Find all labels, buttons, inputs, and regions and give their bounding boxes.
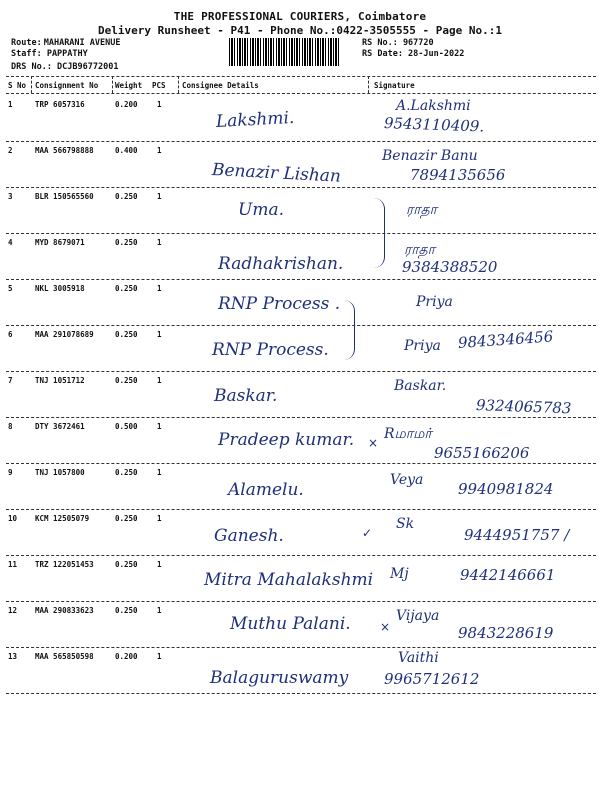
cross-mark: × [368,436,379,450]
route-info [11,38,120,48]
consignee-handwriting: Benazir Lishan [211,160,342,187]
column-divider [112,76,113,93]
row-weight: 0.500 [115,422,138,431]
company-title: THE PROFESSIONAL COURIERS, Coimbatore [173,10,427,23]
row-consignment: TNJ 1051712 [35,376,85,385]
table-row [6,556,596,602]
row-sno: 3 [8,192,13,201]
rs-date: RS Date: 28-Jun-2022 [362,49,465,59]
row-sno: 4 [8,238,13,247]
runsheet-title: Delivery Runsheet - P41 - Phone No.:0422-3505555 - Page No.:1 [98,24,502,37]
table-row [6,372,596,418]
row-pcs: 1 [157,100,162,109]
row-pcs: 1 [157,606,162,615]
table-row [6,464,596,510]
row-weight: 0.250 [115,192,138,201]
row-weight: 0.250 [115,330,138,339]
table-row [6,188,596,234]
row-consignment: NKL 3005918 [35,284,85,293]
row-consignment: MAA 565850598 [35,652,94,661]
phone-handwriting: 9965712612 [384,670,480,688]
signature-handwriting: ராதா [404,242,435,258]
row-weight: 0.200 [115,100,138,109]
row-consignment: KCM 12505079 [35,514,90,523]
signature-handwriting: Baskar. [394,378,447,394]
table-row [6,510,596,556]
row-pcs: 1 [157,376,162,385]
cross-mark: × [380,620,391,634]
route-label: Route: [11,38,42,48]
signature-handwriting: A.Lakshmi [396,98,471,114]
row-weight: 0.250 [115,560,138,569]
row-pcs: 1 [157,652,162,661]
header-consignment: Consignment No [35,81,99,90]
consignee-handwriting: Baskar. [214,386,278,406]
row-sno: 5 [8,284,13,293]
consignee-handwriting: Pradeep kumar. [218,430,355,450]
phone-handwriting: 9384388520 [402,258,498,276]
table-row [6,602,596,648]
row-sno: 8 [8,422,13,431]
table-header-rule [6,93,596,94]
row-weight: 0.250 [115,468,138,477]
rs-number: RS No.: 967720 [362,38,434,48]
table-row [6,142,596,188]
row-consignment: MAA 566798888 [35,146,94,155]
row-pcs: 1 [157,192,162,201]
table-row [6,326,596,372]
column-divider [31,76,32,93]
row-pcs: 1 [157,422,162,431]
table-row [6,96,596,142]
phone-handwriting: 9442146661 [460,566,556,584]
consignee-handwriting: RNP Process. [212,340,329,360]
signature-handwriting: Vaithi [398,650,439,666]
phone-handwriting: 9324065783 [475,396,572,418]
row-consignment: TNJ 1057800 [35,468,85,477]
row-weight: 0.250 [115,238,138,247]
header-sno: S No [8,81,27,90]
consignee-handwriting: Balaguruswamy [210,668,349,688]
phone-handwriting: 9843228619 [458,624,554,642]
row-pcs: 1 [157,560,162,569]
table-row [6,234,596,280]
row-pcs: 1 [157,468,162,477]
row-weight: 0.200 [115,652,138,661]
signature-handwriting: Rமாமர் [384,426,432,442]
route-value: MAHARANI AVENUE [43,38,121,48]
signature-handwriting: ராதா [406,202,437,218]
signature-handwriting: Benazir Banu [382,148,478,164]
row-weight: 0.250 [115,284,138,293]
row-pcs: 1 [157,284,162,293]
table-row [6,648,596,694]
grouping-brace [374,198,385,268]
consignee-handwriting: Radhakrishan. [218,254,344,274]
barcode-image [229,38,341,66]
row-consignment: MAA 291078689 [35,330,94,339]
row-weight: 0.250 [115,606,138,615]
table-top-rule [6,76,596,77]
staff-info: Staff: PAPPATHY [11,49,88,59]
table-row [6,280,596,326]
header-pcs: PCS [152,81,166,90]
signature-handwriting: Sk [396,516,415,532]
row-weight: 0.250 [115,514,138,523]
row-consignment: MYD 8679071 [35,238,85,247]
row-consignment: MAA 290833623 [35,606,94,615]
header-signature: Signature [374,81,415,90]
row-sno: 1 [8,100,13,109]
consignee-handwriting: Muthu Palani. [230,614,351,634]
table-row [6,418,596,464]
row-sno: 7 [8,376,13,385]
column-divider [368,76,369,93]
consignee-handwriting: Ganesh. [214,526,284,546]
consignee-handwriting: Alamelu. [228,480,304,500]
row-pcs: 1 [157,146,162,155]
row-sno: 2 [8,146,13,155]
row-sno: 13 [8,652,18,661]
row-consignment: TRZ 122051453 [35,560,94,569]
row-separator [6,693,596,694]
phone-handwriting: 9543110409. [383,114,485,136]
row-consignment: DTY 3672461 [35,422,85,431]
row-pcs: 1 [157,238,162,247]
signature-handwriting: Priya [404,338,441,354]
signature-handwriting: Vijaya [396,608,440,624]
header-weight: Weight [115,81,143,90]
signature-handwriting: Veya [390,472,424,488]
row-weight: 0.250 [115,376,138,385]
consignee-handwriting: Mitra Mahalakshmi [204,570,374,590]
column-divider [178,76,179,93]
row-sno: 10 [8,514,18,523]
grouping-brace [344,300,355,360]
consignee-handwriting: Lakshmi. [215,107,295,132]
drs-number: DRS No.: DCJB96772001 [11,62,119,72]
consignee-handwriting: Uma. [238,200,284,220]
consignee-handwriting: RNP Process . [218,294,341,314]
check-mark: ✓ [362,526,373,540]
phone-handwriting: 9655166206 [434,444,530,462]
row-pcs: 1 [157,330,162,339]
row-sno: 9 [8,468,13,477]
row-pcs: 1 [157,514,162,523]
row-consignment: TRP 6057316 [35,100,85,109]
row-weight: 0.400 [115,146,138,155]
signature-handwriting: Priya [416,294,453,310]
phone-handwriting: 9444951757 / [464,526,570,544]
signature-handwriting: Mj [390,566,409,582]
phone-handwriting: 9940981824 [458,480,554,498]
phone-handwriting: 9843346456 [457,327,554,352]
row-sno: 6 [8,330,13,339]
phone-handwriting: 7894135656 [410,166,506,184]
header-consignee: Consignee Details [182,81,259,90]
row-consignment: BLR 150565560 [35,192,94,201]
row-sno: 11 [8,560,18,569]
row-sno: 12 [8,606,18,615]
